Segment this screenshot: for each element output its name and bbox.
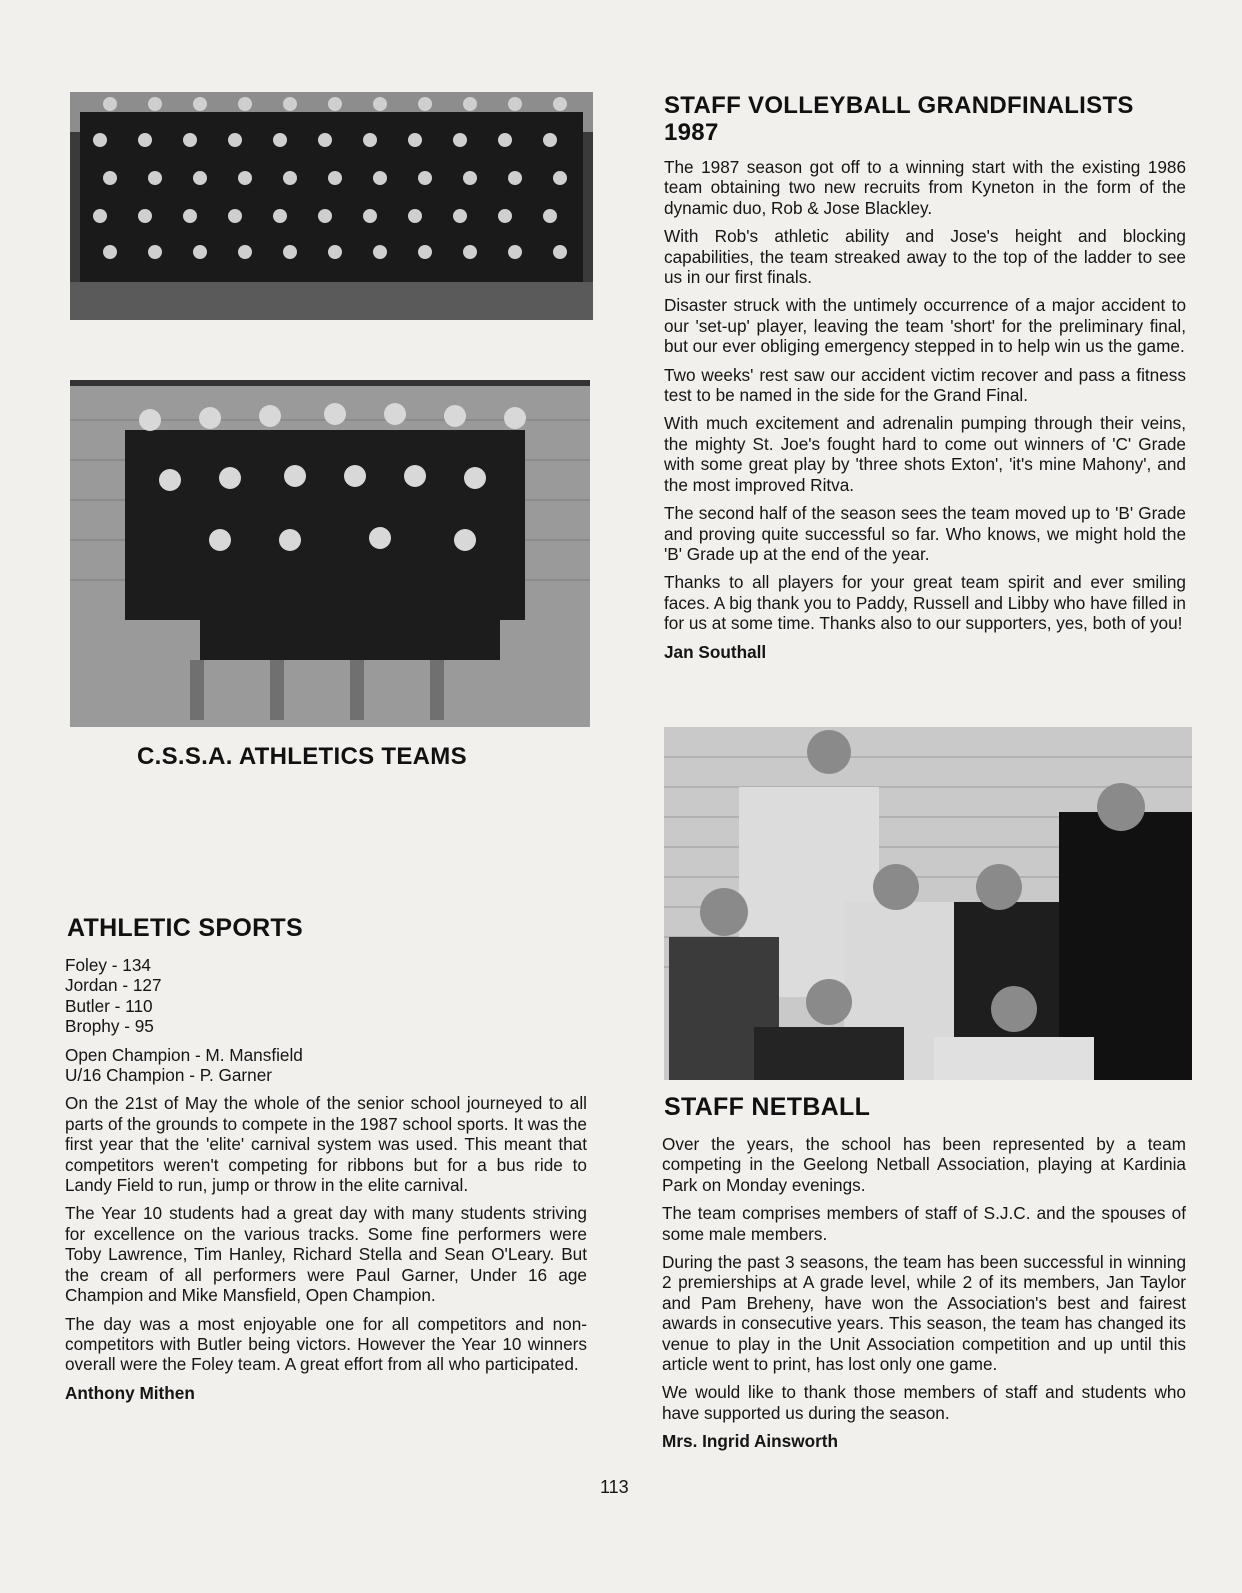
paragraph: With much excitement and adrenalin pumping through their veins, the mighty St. Joe's fought hard to come out winners of 'C' Grade with some great play by 'three shots Exton', 'it's mine Mahony', and the most improved Ritva. <box>664 413 1186 495</box>
paragraph: The day was a most enjoyable one for all competitors and non-competitors with Butler being victors. However the Year 10 winners overall were the Foley team. A great effort from all who participated. <box>65 1313 587 1375</box>
house-score: Butler - 110 <box>65 995 153 1016</box>
paragraph: On the 21st of May the whole of the senior school journeyed to all parts of the grounds to compete in the 1987 school sports. It was the first year that the 'elite' carnival system was used. This meant that competitors weren't competing for ribbons but for a bus ride to Landy Field to run, jump or throw in the elite carnival. <box>65 1093 587 1196</box>
paragraph: The second half of the season sees the team moved up to 'B' Grade and proving quite successful so far. Who knows, we might hold the 'B' Grade up at the end of the year. <box>664 503 1186 564</box>
house-scores-list <box>65 955 587 1037</box>
paragraph: Two weeks' rest saw our accident victim recover and pass a fitness test to be named in the side for the Grand Final. <box>664 364 1186 406</box>
house-score: Jordan - 127 <box>65 975 162 996</box>
volleyball-title-line2: 1987 <box>664 119 719 146</box>
volleyball-title <box>664 92 1134 146</box>
house-score: Foley - 134 <box>65 955 151 975</box>
athletics-teams-caption: C.S.S.A. ATHLETICS TEAMS <box>137 743 467 770</box>
paragraph: Over the years, the school has been represented by a team competing in the Geelong Netball Association, playing at Kardinia Park on Monday evenings. <box>662 1134 1186 1195</box>
champions-list <box>65 1045 587 1086</box>
paragraph: The Year 10 students had a great day with many students striving for excellence on the various tracks. Some fine performers were Toby Lawrence, Tim Hanley, Richard Stella and Sean O'Leary. But the cream of all performers were Paul Garner, Under 16 age Champion and Mike Mansfield, Open Champion. <box>65 1203 587 1306</box>
athletics-team-photo-small <box>70 380 590 727</box>
paragraph: With Rob's athletic ability and Jose's height and blocking capabilities, the team streaked away to the top of the ladder to see us in our first finals. <box>664 226 1186 288</box>
volleyball-body <box>664 157 1186 662</box>
paragraph: During the past 3 seasons, the team has been successful in winning 2 premierships at A grade level, while 2 of its members, Jan Taylor and Pam Breheny, have won the Association's best and fairest awards in consecutive years. This season, the team has changed its venue to play in the Unit Association competition and up until this article went to print, has lost only one game. <box>662 1252 1186 1375</box>
house-score: Brophy - 95 <box>65 1016 154 1037</box>
champion: Open Champion - M. Mansfield <box>65 1044 303 1065</box>
athletic-sports-body <box>65 955 587 1403</box>
volleyball-team-photo <box>664 727 1192 1080</box>
athletics-team-photo-large <box>70 92 593 320</box>
page-number: 113 <box>600 1477 629 1497</box>
author-signature: Anthony Mithen <box>65 1382 195 1403</box>
paragraph: Disaster struck with the untimely occurrence of a major accident to our 'set-up' player, leaving the team 'short' for the preliminary final, but our ever obliging emergency stepped in to help win us the game. <box>664 295 1186 357</box>
paragraph: The 1987 season got off to a winning start with the existing 1986 team obtaining two new recruits from Kyneton in the form of the dynamic duo, Rob & Jose Blackley. <box>664 157 1186 218</box>
paragraph: Thanks to all players for your great team spirit and ever smiling faces. A big thank you to Paddy, Russell and Libby who have filled in for us at some time. Thanks also to our supporters, yes, both of you! <box>664 572 1186 634</box>
paragraph: The team comprises members of staff of S.J.C. and the spouses of some male members. <box>662 1203 1186 1244</box>
athletic-sports-title: ATHLETIC SPORTS <box>67 914 303 942</box>
netball-body <box>662 1134 1186 1452</box>
paragraph: We would like to thank those members of staff and students who have supported us during the season. <box>662 1382 1186 1423</box>
author-signature: Mrs. Ingrid Ainsworth <box>662 1431 839 1452</box>
champion: U/16 Champion - P. Garner <box>65 1065 272 1086</box>
author-signature: Jan Southall <box>664 641 767 662</box>
volleyball-title-line1: STAFF VOLLEYBALL GRANDFINALISTS <box>664 92 1134 119</box>
netball-title: STAFF NETBALL <box>664 1093 871 1121</box>
